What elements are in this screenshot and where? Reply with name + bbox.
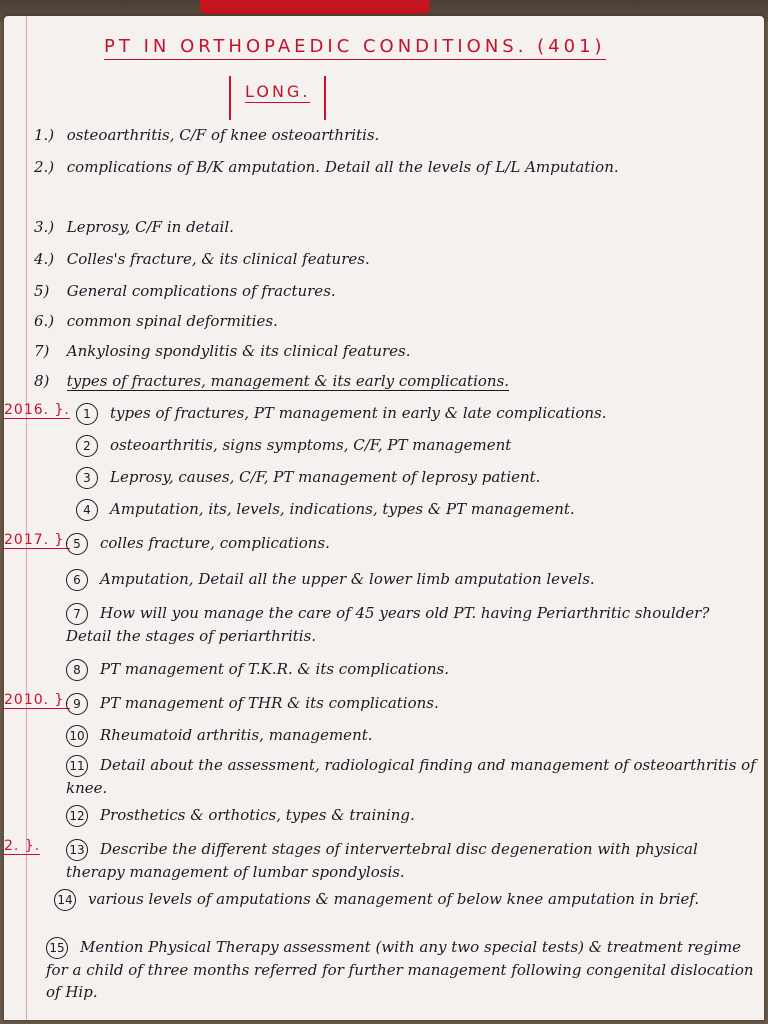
list-item: 6 Amputation, Detail all the upper & lower limb amputation levels. xyxy=(66,568,756,591)
year-marker: 2010. }. xyxy=(4,692,70,708)
list-item: 1 types of fractures, PT management in early & late complications. xyxy=(76,402,756,425)
list-item: 7 How will you manage the care of 45 years old PT. having Periarthritic shoulder? Detail the stages of periarthritis. xyxy=(66,604,710,645)
list-item: 4.) Colles's fracture, & its clinical features. xyxy=(34,250,370,268)
list-item: 6.) common spinal deformities. xyxy=(34,312,278,330)
list-item: 8) types of fractures, management & its early complications. xyxy=(34,372,510,390)
margin-line xyxy=(26,16,27,1020)
list-item: 10 Rheumatoid arthritis, management. xyxy=(66,724,756,747)
list-item: 3 Leprosy, causes, C/F, PT management of leprosy patient. xyxy=(76,466,756,489)
list-item: 5) General complications of fractures. xyxy=(34,282,336,300)
list-item: 9 PT management of THR & its complications. xyxy=(66,692,756,715)
year-marker: 2. }. xyxy=(4,838,41,854)
notebook-page xyxy=(4,16,764,1020)
list-item: 5 colles fracture, complications. xyxy=(66,532,756,555)
list-item: 14 various levels of amputations & management of below knee amputation in brief. xyxy=(54,888,754,911)
list-item: 13 Describe the different stages of intervertebral disc degeneration with physical therapy management of lumbar spondylosis. xyxy=(66,840,698,881)
year-marker: 2017. }. xyxy=(4,532,70,548)
list-item: 1.) osteoarthritis, C/F of knee osteoarthritis. xyxy=(34,126,380,144)
section-label: LONG. xyxy=(229,76,326,120)
list-item: 4 Amputation, its, levels, indications, types & PT management. xyxy=(76,498,756,521)
page-title: PT IN ORTHOPAEDIC CONDITIONS. (401) xyxy=(104,36,664,57)
list-item: 3.) Leprosy, C/F in detail. xyxy=(34,218,234,236)
list-item: 7) Ankylosing spondylitis & its clinical features. xyxy=(34,342,411,360)
list-item: 12 Prosthetics & orthotics, types & training. xyxy=(66,804,756,827)
list-item: 15 Mention Physical Therapy assessment (with any two special tests) & treatment regime for a child of three months referred for further management following congenital dislocation of Hip. xyxy=(46,938,754,1001)
list-item: 11 Detail about the assessment, radiological finding and management of osteoarthritis of knee. xyxy=(66,756,756,797)
list-item: 8 PT management of T.K.R. & its complications. xyxy=(66,658,756,681)
year-marker: 2016. }. xyxy=(4,402,70,418)
red-pen xyxy=(200,0,430,14)
list-item: 2 osteoarthritis, signs symptoms, C/F, PT management xyxy=(76,434,756,457)
list-item: 2.) complications of B/K amputation. Detail all the levels of L/L Amputation. xyxy=(34,158,619,176)
